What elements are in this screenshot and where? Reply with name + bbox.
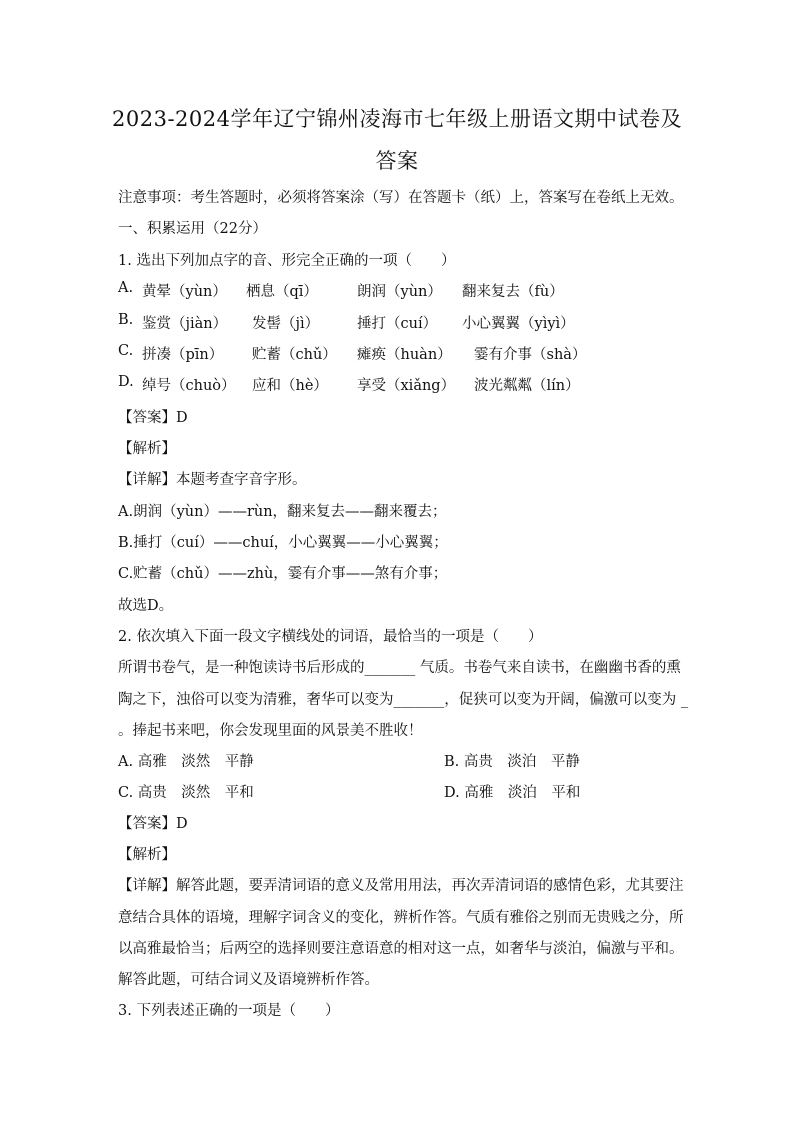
q1-option-b-label: B.: [118, 312, 134, 328]
q2-passage-line: 所谓书卷气，是一种饱读诗书后形成的_______ 气质。书卷气来自读书，在幽幽书香的熏: [118, 660, 681, 676]
q2-option-a: A. 高雅 淡然 平静: [118, 754, 254, 770]
q1-analysis-heading: 【解析】: [118, 441, 176, 457]
q1-option-c-item: 霎有介事（shà）: [474, 347, 587, 363]
notice: 注意事项：考生答题时，必须将答案涂（写）在答题卡（纸）上，答案写在卷纸上无效。: [118, 190, 684, 206]
q1-detail-line: A.朗润（yùn）——rùn，翻来复去——翻来覆去；: [118, 504, 447, 520]
q1-option-d-label: D.: [118, 374, 134, 390]
q1-option-d-item: 享受（xiǎng）: [357, 378, 456, 394]
q1-detail-line: B.捶打（cuí）——chuí，小心翼翼——小心翼翼；: [118, 535, 448, 551]
q1-option-a-item: 翻来复去（fù）: [462, 284, 564, 300]
q1-option-b-item: 鉴赏（jiàn）: [142, 316, 228, 332]
q1-option-b-item: 小心翼翼（yìyì）: [462, 316, 575, 332]
q1-option-d-item: 绰号（chuò）: [142, 378, 236, 394]
document-title-line-1: 2023-2024学年辽宁锦州凌海市七年级上册语文期中试卷及: [112, 107, 682, 131]
document-title-line-2: 答案: [375, 149, 419, 173]
q1-option-c-item: 瘫痪（huàn）: [357, 347, 452, 363]
q2-detail-line: 【详解】解答此题，要弄清词语的意义及常用用法，再次弄清词语的感情色彩，尤其要注: [118, 878, 684, 894]
q1-option-b-item: 发髻（jì）: [252, 316, 320, 332]
question-1-stem: 1. 选出下列加点字的音、形完全正确的一项（ ）: [118, 253, 456, 269]
q2-analysis-heading: 【解析】: [118, 847, 176, 863]
q1-option-b-item: 捶打（cuí）: [357, 316, 438, 332]
q1-option-d-item: 应和（hè）: [252, 378, 328, 394]
q2-option-c: C. 高贵 淡然 平和: [118, 785, 254, 801]
q2-passage-line: 。捧起书来吧，你会发现里面的风景美不胜收！: [118, 723, 423, 739]
q2-passage-line: 陶之下，浊俗可以变为清雅，奢华可以变为_______，促狭可以变为开阔，偏激可以变为 _: [118, 692, 689, 708]
q1-detail: 【详解】本题考查字音字形。: [118, 472, 307, 488]
q1-option-d-item: 波光粼粼（lín）: [474, 378, 580, 394]
q1-option-a-item: 朗润（yùn）: [357, 284, 442, 300]
q1-option-a-item: 栖息（qī）: [246, 284, 318, 300]
q1-option-c-item: 贮蓄（chǔ）: [252, 347, 337, 363]
q2-detail-line: 以高雅最恰当；后两空的选择则要注意语意的相对这一点，如奢华与淡泊，偏激与平和。: [118, 941, 684, 957]
q2-detail-line: 意结合具体的语境，理解字词含义的变化，辨析作答。气质有雅俗之别而无贵贱之分，所: [118, 910, 684, 926]
q2-option-d: D. 高雅 淡泊 平和: [444, 785, 581, 801]
q1-option-a-item: 黄晕（yùn）: [142, 284, 227, 300]
q1-option-c-item: 拼凑（pīn）: [142, 347, 224, 363]
q2-option-b: B. 高贵 淡泊 平静: [444, 754, 580, 770]
q1-option-a-label: A.: [118, 280, 134, 296]
q1-conclusion: 故选D。: [118, 598, 174, 614]
question-3-stem: 3. 下列表述正确的一项是（ ）: [118, 1003, 340, 1019]
q2-detail-line: 解答此题，可结合词义及语境辨析作答。: [118, 972, 379, 988]
q1-option-c-label: C.: [118, 343, 134, 359]
q2-answer: 【答案】D: [118, 816, 188, 832]
q1-detail-line: C.贮蓄（chǔ）——zhù，霎有介事——煞有介事；: [118, 566, 448, 582]
section-heading: 一、积累运用（22分）: [118, 221, 267, 237]
question-2-stem: 2. 依次填入下面一段文字横线处的词语，最恰当的一项是（ ）: [118, 629, 543, 645]
q1-answer: 【答案】D: [118, 410, 188, 426]
